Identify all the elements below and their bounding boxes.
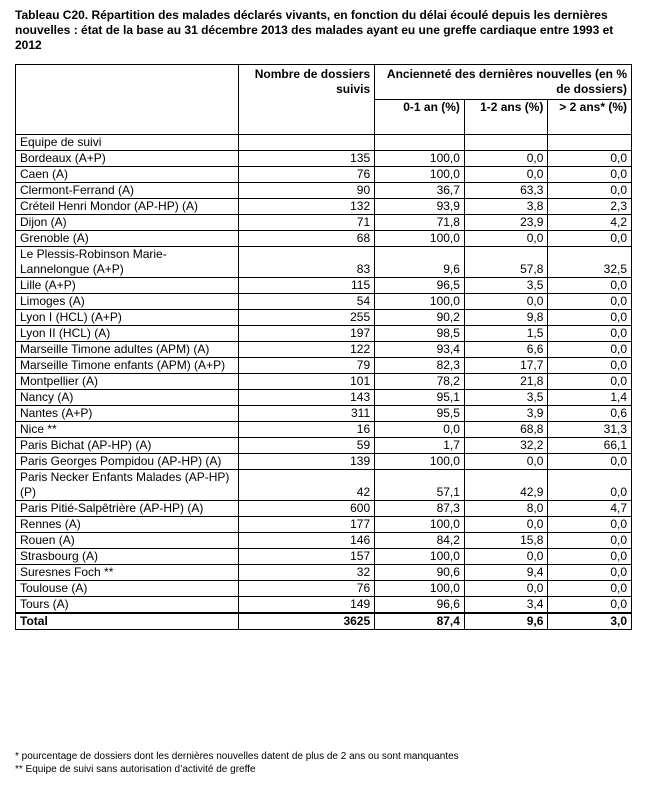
header-count: Nombre de dossiers suivis [239,65,375,135]
table-row [16,374,632,390]
table-row [16,358,632,374]
pct-1-2-cell: 3,5 [464,390,548,406]
pct-0-1-cell: 36,7 [375,183,465,199]
table-row [16,565,632,581]
team-name-cell: Clermont-Ferrand (A) [16,183,239,199]
pct-1-2-cell: 0,0 [464,294,548,310]
section-label: Equipe de suivi [16,135,239,151]
pct-gt2-cell: 0,0 [548,151,632,167]
count-cell: 68 [239,231,375,247]
pct-0-1-cell: 96,5 [375,278,465,294]
pct-1-2-cell: 8,0 [464,501,548,517]
pct-1-2-cell: 32,2 [464,438,548,454]
pct-1-2-cell: 9,4 [464,565,548,581]
pct-0-1-cell: 0,0 [375,422,465,438]
pct-gt2-cell: 0,0 [548,581,632,597]
team-name-cell: Paris Pitié-Salpêtrière (AP-HP) (A) [16,501,239,517]
count-cell: 32 [239,565,375,581]
pct-0-1-cell: 82,3 [375,358,465,374]
table-row [16,326,632,342]
team-name-cell: Paris Necker Enfants Malades (AP-HP) (P) [16,470,239,501]
pct-0-1-cell: 95,1 [375,390,465,406]
pct-0-1-cell: 100,0 [375,294,465,310]
table-row [16,167,632,183]
count-cell: 79 [239,358,375,374]
pct-gt2-cell: 0,0 [548,342,632,358]
table-row [16,454,632,470]
pct-gt2-cell: 66,1 [548,438,632,454]
pct-1-2-cell: 1,5 [464,326,548,342]
pct-0-1-cell: 98,5 [375,326,465,342]
header-sub-1-2: 1-2 ans (%) [464,100,548,135]
pct-gt2-cell: 0,0 [548,231,632,247]
pct-gt2-cell: 2,3 [548,199,632,215]
pct-1-2-cell: 3,8 [464,199,548,215]
count-cell: 600 [239,501,375,517]
pct-0-1-cell: 96,6 [375,597,465,614]
table-row [16,231,632,247]
table-row [16,422,632,438]
count-cell: 54 [239,294,375,310]
table-row [16,294,632,310]
pct-1-2-cell: 3,4 [464,597,548,614]
pct-1-2-cell: 68,8 [464,422,548,438]
pct-1-2-cell: 57,8 [464,247,548,278]
count-cell: 311 [239,406,375,422]
team-name-cell: Marseille Timone enfants (APM) (A+P) [16,358,239,374]
pct-0-1-cell: 87,3 [375,501,465,517]
pct-1-2-cell: 0,0 [464,454,548,470]
section-empty-cell [548,135,632,151]
pct-0-1-cell: 90,2 [375,310,465,326]
count-cell: 71 [239,215,375,231]
pct-gt2-cell: 0,0 [548,597,632,614]
table-row [16,549,632,565]
count-cell: 76 [239,167,375,183]
team-name-cell: Lille (A+P) [16,278,239,294]
team-name-cell: Montpellier (A) [16,374,239,390]
team-name-cell: Nantes (A+P) [16,406,239,422]
table-row [16,151,632,167]
team-name-cell: Le Plessis-Robinson Marie-Lannelongue (A+P) [16,247,239,278]
pct-gt2-cell: 0,0 [548,517,632,533]
team-name-cell: Total [16,613,239,630]
pct-1-2-cell: 0,0 [464,517,548,533]
count-cell: 59 [239,438,375,454]
table-row [16,533,632,549]
pct-gt2-cell: 0,0 [548,310,632,326]
count-cell: 115 [239,278,375,294]
count-cell: 132 [239,199,375,215]
pct-0-1-cell: 100,0 [375,454,465,470]
pct-gt2-cell: 0,0 [548,470,632,501]
count-cell: 3625 [239,613,375,630]
pct-0-1-cell: 93,9 [375,199,465,215]
table-row [16,215,632,231]
pct-1-2-cell: 21,8 [464,374,548,390]
pct-0-1-cell: 100,0 [375,167,465,183]
team-name-cell: Caen (A) [16,167,239,183]
section-empty-cell [464,135,548,151]
pct-gt2-cell: 0,0 [548,294,632,310]
pct-gt2-cell: 4,2 [548,215,632,231]
count-cell: 177 [239,517,375,533]
table-row [16,470,632,501]
pct-0-1-cell: 87,4 [375,613,465,630]
pct-1-2-cell: 0,0 [464,581,548,597]
pct-gt2-cell: 31,3 [548,422,632,438]
section-empty-cell [239,135,375,151]
pct-1-2-cell: 63,3 [464,183,548,199]
pct-gt2-cell: 0,0 [548,183,632,199]
team-name-cell: Marseille Timone adultes (APM) (A) [16,342,239,358]
pct-0-1-cell: 100,0 [375,517,465,533]
pct-0-1-cell: 100,0 [375,151,465,167]
team-name-cell: Nancy (A) [16,390,239,406]
team-name-cell: Rouen (A) [16,533,239,549]
footnotes [15,750,635,776]
count-cell: 197 [239,326,375,342]
count-cell: 101 [239,374,375,390]
pct-gt2-cell: 0,0 [548,549,632,565]
team-name-cell: Paris Bichat (AP-HP) (A) [16,438,239,454]
team-name-cell: Lyon I (HCL) (A+P) [16,310,239,326]
pct-gt2-cell: 0,0 [548,533,632,549]
table-row [16,597,632,614]
table-row [16,406,632,422]
count-cell: 135 [239,151,375,167]
pct-1-2-cell: 9,8 [464,310,548,326]
count-cell: 42 [239,470,375,501]
pct-0-1-cell: 71,8 [375,215,465,231]
pct-gt2-cell: 0,0 [548,326,632,342]
count-cell: 157 [239,549,375,565]
table-row [16,438,632,454]
pct-0-1-cell: 100,0 [375,549,465,565]
pct-0-1-cell: 95,5 [375,406,465,422]
pct-0-1-cell: 93,4 [375,342,465,358]
count-cell: 146 [239,533,375,549]
header-group: Ancienneté des dernières nouvelles (en % de dossiers) [375,65,632,100]
pct-gt2-cell: 32,5 [548,247,632,278]
table-row [16,581,632,597]
team-name-cell: Créteil Henri Mondor (AP-HP) (A) [16,199,239,215]
pct-1-2-cell: 3,5 [464,278,548,294]
header-sub-gt2: > 2 ans* (%) [548,100,632,135]
header-blank-cell [16,65,239,135]
team-name-cell: Strasbourg (A) [16,549,239,565]
table-row [16,247,632,278]
pct-1-2-cell: 0,0 [464,151,548,167]
pct-1-2-cell: 0,0 [464,167,548,183]
pct-0-1-cell: 100,0 [375,581,465,597]
pct-gt2-cell: 0,6 [548,406,632,422]
pct-gt2-cell: 1,4 [548,390,632,406]
count-cell: 143 [239,390,375,406]
pct-1-2-cell: 3,9 [464,406,548,422]
table-row [16,310,632,326]
pct-0-1-cell: 57,1 [375,470,465,501]
table-row [16,501,632,517]
table-title: Tableau C20. Répartition des malades déclarés vivants, en fonction du délai écoulé depuis les dernières nouvelles : état de la base au 31 décembre 2013 des malades ayant eu une greffe cardiaque entre 1993 et 2012 [15,8,614,52]
pct-gt2-cell: 0,0 [548,278,632,294]
team-name-cell: Paris Georges Pompidou (AP-HP) (A) [16,454,239,470]
table-row [16,183,632,199]
count-cell: 122 [239,342,375,358]
total-row [16,613,632,630]
pct-gt2-cell: 0,0 [548,374,632,390]
pct-0-1-cell: 9,6 [375,247,465,278]
pct-1-2-cell: 0,0 [464,549,548,565]
team-name-cell: Rennes (A) [16,517,239,533]
count-cell: 255 [239,310,375,326]
pct-gt2-cell: 4,7 [548,501,632,517]
count-cell: 149 [239,597,375,614]
table-row [16,342,632,358]
team-name-cell: Dijon (A) [16,215,239,231]
footnote: * pourcentage de dossiers dont les dernières nouvelles datent de plus de 2 ans ou sont manquantes [15,751,459,762]
team-name-cell: Suresnes Foch ** [16,565,239,581]
pct-1-2-cell: 15,8 [464,533,548,549]
pct-gt2-cell: 0,0 [548,167,632,183]
pct-1-2-cell: 6,6 [464,342,548,358]
table-row [16,390,632,406]
team-name-cell: Nice ** [16,422,239,438]
footnote: ** Equipe de suivi sans autorisation d’activité de greffe [15,764,256,775]
pct-gt2-cell: 3,0 [548,613,632,630]
team-name-cell: Lyon II (HCL) (A) [16,326,239,342]
pct-0-1-cell: 1,7 [375,438,465,454]
count-cell: 139 [239,454,375,470]
pct-0-1-cell: 100,0 [375,231,465,247]
pct-1-2-cell: 9,6 [464,613,548,630]
team-name-cell: Grenoble (A) [16,231,239,247]
pct-gt2-cell: 0,0 [548,454,632,470]
data-table [15,64,632,630]
count-cell: 90 [239,183,375,199]
section-empty-cell [375,135,465,151]
team-name-cell: Limoges (A) [16,294,239,310]
table-body [16,135,632,630]
count-cell: 16 [239,422,375,438]
table-row [16,278,632,294]
pct-1-2-cell: 23,9 [464,215,548,231]
count-cell: 83 [239,247,375,278]
pct-gt2-cell: 0,0 [548,358,632,374]
pct-1-2-cell: 42,9 [464,470,548,501]
team-name-cell: Bordeaux (A+P) [16,151,239,167]
pct-0-1-cell: 90,6 [375,565,465,581]
team-name-cell: Toulouse (A) [16,581,239,597]
pct-0-1-cell: 78,2 [375,374,465,390]
team-name-cell: Tours (A) [16,597,239,614]
count-cell: 76 [239,581,375,597]
header-sub-0-1: 0-1 an (%) [375,100,465,135]
pct-0-1-cell: 84,2 [375,533,465,549]
pct-gt2-cell: 0,0 [548,565,632,581]
table-row [16,199,632,215]
pct-1-2-cell: 0,0 [464,231,548,247]
table-row [16,517,632,533]
pct-1-2-cell: 17,7 [464,358,548,374]
